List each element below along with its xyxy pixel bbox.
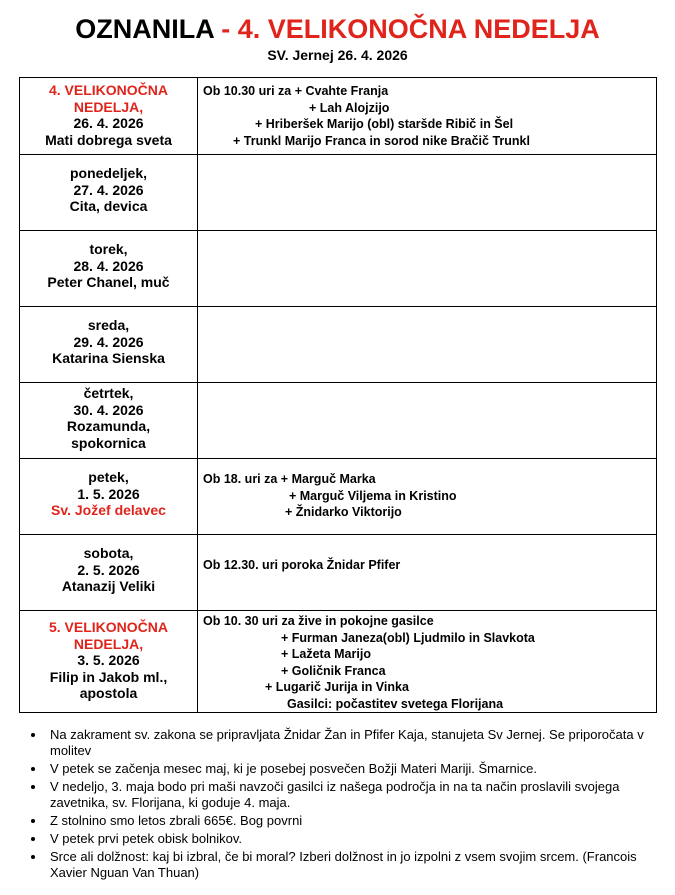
table-row <box>20 231 657 307</box>
day-line: Cita, devica <box>69 198 148 214</box>
day-line: torek, <box>89 241 128 257</box>
mass-line: + Lažeta Marijo <box>281 647 371 661</box>
day-line: 5. VELIKONOČNA <box>48 619 168 635</box>
table-row <box>20 383 657 459</box>
list-item: • V nedeljo, 3. maja bodo pri maši navzoči gasilci iz našega področja in na ta način proslavili svojega zavetnika, sv. Florijana, ki goduje 4. maja. <box>46 779 671 811</box>
title-highlight: - 4. VELIKONOČNA NEDELJA <box>221 14 600 44</box>
mass-line: Ob 12.30. uri poroka Žnidar Pfifer <box>203 558 401 572</box>
list-item: • Na zakrament sv. zakona se pripravljata Žnidar Žan in Pfifer Kaja, stanujeta Sv Jernej. Se priporočata v molitev <box>46 727 671 759</box>
day-cell <box>20 383 198 459</box>
mass-line: + Furman Janeza(obl) Ljudmilo in Slavkota <box>281 630 535 645</box>
title-main: OZNANILA <box>75 14 214 44</box>
list-item: • Z stolnino smo letos zbrali 665€. Bog povrni <box>46 813 671 829</box>
schedule-table <box>19 77 657 713</box>
mass-line: + Marguč Viljema in Kristino <box>289 488 457 503</box>
day-line: 28. 4. 2026 <box>73 257 144 274</box>
day-line: 26. 4. 2026 <box>73 115 144 131</box>
day-cell <box>20 155 198 231</box>
day-line: ponedeljek, <box>69 165 148 181</box>
mass-cell <box>198 307 657 383</box>
day-line: četrtek, <box>83 385 134 401</box>
day-line: 30. 4. 2026 <box>73 401 144 418</box>
day-line: Atanazij Veliki <box>61 578 156 594</box>
mass-cell <box>198 78 657 155</box>
announcements-list <box>26 727 671 883</box>
table-row <box>20 611 657 713</box>
day-line: Mati dobrega sveta <box>45 131 172 148</box>
day-line: Rozamunda, <box>66 418 151 434</box>
day-line: 1. 5. 2026 <box>77 485 140 502</box>
mass-line: Ob 10. 30 uri za žive in pokojne gasilce <box>203 614 434 628</box>
mass-cell <box>198 383 657 459</box>
day-line: spokornica <box>71 434 146 451</box>
mass-line: Gasilci: počastitev svetega Florijana <box>287 696 504 711</box>
day-line: Sv. Jožef delavec <box>51 502 166 518</box>
day-line: 4. VELIKONOČNA <box>48 82 168 98</box>
mass-line: + Lugarič Jurija in Vinka <box>265 680 409 694</box>
table-row <box>20 78 657 155</box>
day-line: petek, <box>88 469 129 485</box>
mass-cell <box>198 231 657 307</box>
day-line: NEDELJA, <box>73 635 144 652</box>
mass-cell <box>198 155 657 231</box>
day-cell <box>20 535 198 611</box>
day-line: 2. 5. 2026 <box>77 561 140 578</box>
mass-line: + Hriberšek Marijo (obl) staršde Ribič in Šel <box>255 117 514 131</box>
list-item: • V petek prvi petek obisk bolnikov. <box>46 831 671 847</box>
day-cell <box>20 307 198 383</box>
page-title <box>0 14 675 44</box>
day-line: 29. 4. 2026 <box>73 333 144 350</box>
mass-line: + Trunkl Marijo Franca in sorod nike Bračič Trunkl <box>233 133 530 148</box>
day-line: 27. 4. 2026 <box>73 181 144 198</box>
day-line: sreda, <box>87 317 130 333</box>
mass-line: Ob 10.30 uri za + Cvahte Franja <box>203 84 389 98</box>
mass-line: + Lah Alojzijo <box>309 100 390 115</box>
day-cell <box>20 231 198 307</box>
table-row <box>20 459 657 535</box>
day-line: Filip in Jakob ml., <box>49 668 168 685</box>
day-line: 3. 5. 2026 <box>77 652 140 668</box>
mass-line: Ob 18. uri za + Marguč Marka <box>203 472 376 486</box>
day-cell <box>20 459 198 535</box>
mass-cell <box>198 535 657 611</box>
day-line: Katarina Sienska <box>52 350 165 366</box>
day-line: Peter Chanel, muč <box>47 274 170 290</box>
page-subtitle: SV. Jernej 26. 4. 2026 <box>267 47 408 63</box>
table-row <box>20 307 657 383</box>
day-line: apostola <box>79 685 138 701</box>
day-line: sobota, <box>83 545 134 561</box>
table-row <box>20 535 657 611</box>
day-cell <box>20 611 198 713</box>
day-cell <box>20 78 198 155</box>
list-item: • Srce ali dolžnost: kaj bi izbral, če bi moral? Izberi dolžnost in jo izpolni z vsem svojim srcem. (Francois Xavier Nguan Van Thuan) <box>46 849 671 881</box>
mass-cell <box>198 611 657 713</box>
list-item: • V petek se začenja mesec maj, ki je posebej posvečen Božji Materi Mariji. Šmarnice. <box>46 761 671 777</box>
day-line: NEDELJA, <box>73 98 144 115</box>
table-row <box>20 155 657 231</box>
mass-cell <box>198 459 657 535</box>
mass-line: + Goličnik Franca <box>281 663 386 678</box>
mass-line: + Žnidarko Viktorijo <box>285 505 402 519</box>
